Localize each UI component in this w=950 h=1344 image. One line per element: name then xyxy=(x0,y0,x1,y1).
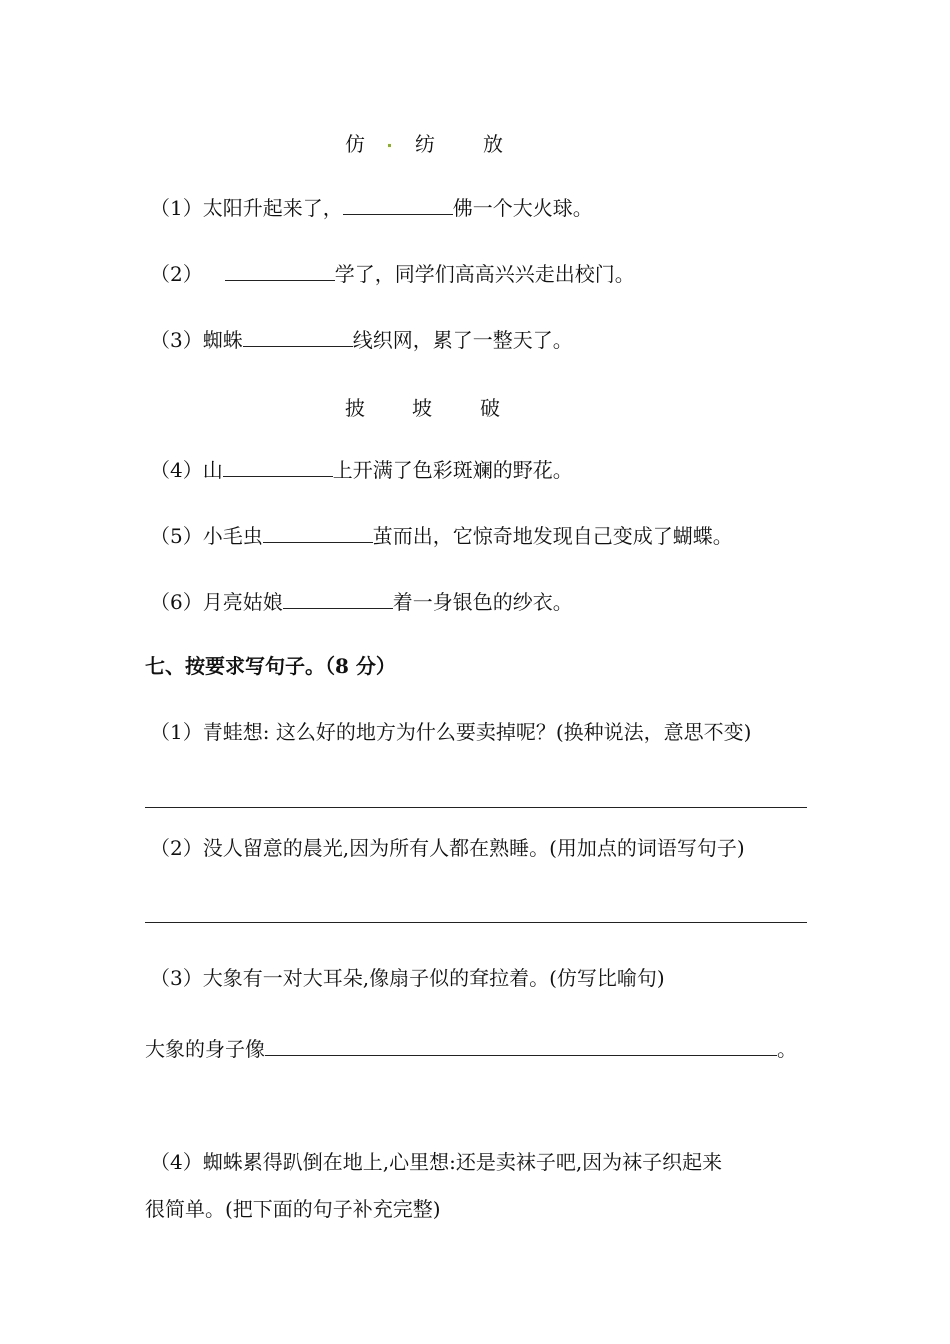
question-2: （2）没人留意的晨光,因为所有人都在熟睡。(用加点的词语写句子) xyxy=(150,836,745,860)
item-text: 学了，同学们高高兴兴走出校门。 xyxy=(334,262,635,286)
fill-in-item-2 xyxy=(150,262,635,284)
item-text: （5）小毛虫 xyxy=(150,524,263,548)
question-4-line-1: （4）蜘蛛累得趴倒在地上,心里想:还是卖袜子吧,因为袜子织起来 xyxy=(150,1150,723,1174)
item-text: 上开满了色彩斑斓的野花。 xyxy=(332,458,573,482)
word-choice: 纺 xyxy=(415,132,435,156)
answer-line-2[interactable] xyxy=(145,922,807,923)
dot-mark-icon xyxy=(388,132,391,156)
answer-blank[interactable] xyxy=(343,196,453,215)
simile-suffix: 。 xyxy=(777,1037,797,1061)
section-title: 七、按要求写句子。（8 分） xyxy=(145,654,396,678)
question-1: （1）青蛙想: 这么好的地方为什么要卖掉呢？(换种说法，意思不变) xyxy=(150,720,752,744)
item-text: （4）山 xyxy=(150,458,223,482)
fill-in-item-5 xyxy=(150,524,733,546)
fill-in-item-6 xyxy=(150,590,573,612)
item-text: 线织网，累了一整天了。 xyxy=(352,328,573,352)
fill-in-item-1 xyxy=(150,196,593,218)
item-text: 佛一个大火球。 xyxy=(452,196,593,220)
answer-blank[interactable] xyxy=(263,524,373,543)
fill-in-item-4 xyxy=(150,458,573,480)
simile-prefix: 大象的身子像 xyxy=(145,1037,265,1061)
item-text: （1）太阳升起来了， xyxy=(150,196,343,220)
word-choice: 破 xyxy=(480,396,500,420)
fill-in-item-3 xyxy=(150,328,573,350)
item-text: （6）月亮姑娘 xyxy=(150,590,283,614)
answer-blank[interactable] xyxy=(223,458,333,477)
word-choice: 坡 xyxy=(412,396,432,420)
answer-blank[interactable] xyxy=(225,262,335,281)
item-text: 着一身银色的纱衣。 xyxy=(392,590,573,614)
answer-blank[interactable] xyxy=(243,328,353,347)
word-choice: 放 xyxy=(483,132,503,156)
answer-blank[interactable] xyxy=(265,1037,777,1056)
question-3: （3）大象有一对大耳朵,像扇子似的耷拉着。(仿写比喻句) xyxy=(150,966,665,990)
simile-answer-row xyxy=(145,1037,797,1059)
item-text: （3）蜘蛛 xyxy=(150,328,243,352)
answer-blank[interactable] xyxy=(283,590,393,609)
answer-line-1[interactable] xyxy=(145,807,807,808)
item-text: 茧而出，它惊奇地发现自己变成了蝴蝶。 xyxy=(372,524,733,548)
item-text: （2） xyxy=(150,262,203,286)
word-choice: 披 xyxy=(345,396,365,420)
question-4-line-2: 很简单。(把下面的句子补充完整) xyxy=(145,1197,441,1221)
word-choice: 仿 xyxy=(345,132,365,156)
